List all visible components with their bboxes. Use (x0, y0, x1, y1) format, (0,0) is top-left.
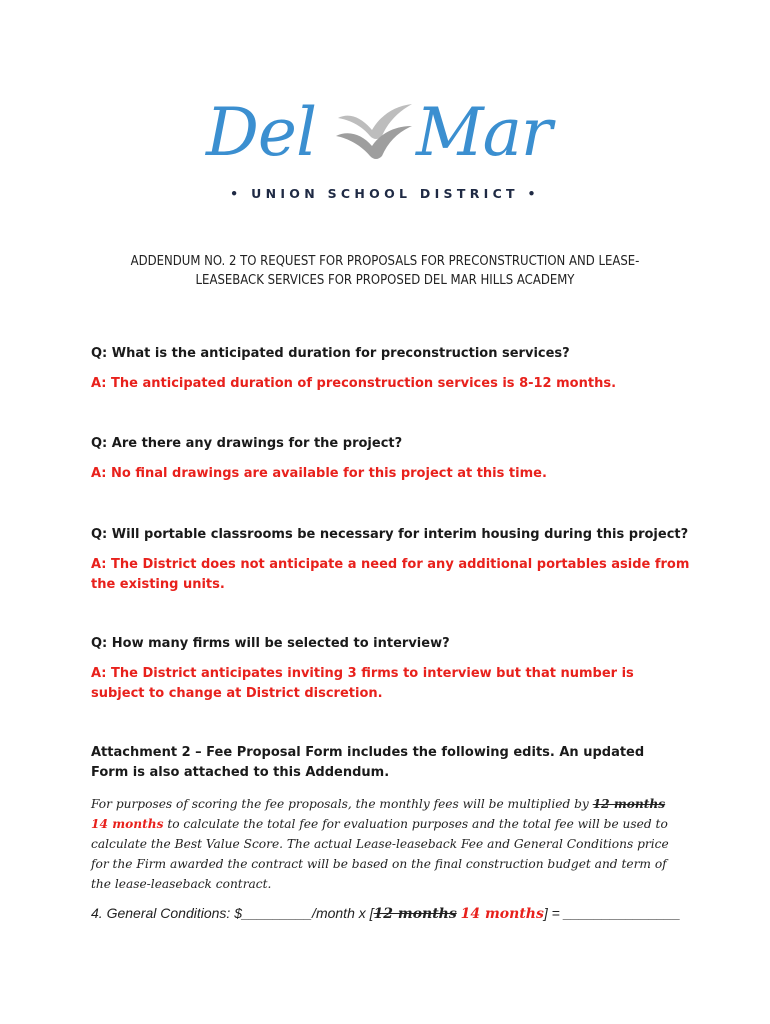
para-text-after: to calculate the total fee for evaluation purposes and the total fee will be used to calculate the Best Value Score. The actual Lease-leaseback Fee and General Conditions price for the Firm awarded the contract will be based on the final construction budget and term of the lease-leaseback contract. (91, 817, 669, 891)
title-line-1: ADDENDUM NO. 2 TO REQUEST FOR PROPOSALS FOR PRECONSTRUCTION AND LEASE- (130, 254, 640, 269)
answer-2: A: No final drawings are available for this project at this time. (91, 466, 547, 481)
gc-prefix: 4. General Conditions: $_________/month x [ (91, 905, 374, 921)
para-new-term: 14 months (91, 817, 164, 831)
answer-4: A: The District anticipates inviting 3 firms to interview but that number is subject to change at District discretion. (91, 666, 634, 701)
gc-suffix: ] = _______________ (543, 905, 681, 921)
seagulls-icon (332, 96, 416, 164)
logo-word-mar: Mar (416, 94, 552, 171)
para-text-before: For purposes of scoring the fee proposals, the monthly fees will be multiplied by (91, 797, 593, 811)
district-logo (200, 88, 570, 213)
logo-bullet-right: • (527, 186, 540, 201)
attachment-paragraph (91, 794, 681, 894)
question-3: Q: Will portable classrooms be necessary for interim housing during this project? (91, 527, 689, 542)
logo-subtitle-text: UNION SCHOOL DISTRICT (251, 186, 519, 201)
qa-item-2 (91, 434, 691, 484)
para-struck-term: 12 months (592, 797, 666, 811)
document-title (80, 252, 690, 290)
logo-bullet-left: • (230, 186, 243, 201)
gc-new-term: 14 months (460, 906, 544, 922)
qa-item-3 (91, 525, 691, 595)
answer-1: A: The anticipated duration of preconstruction services is 8-12 months. (91, 376, 617, 391)
qa-item-4 (91, 634, 691, 704)
answer-3: A: The District does not anticipate a need for any additional portables aside from the existing units. (91, 557, 690, 592)
question-1: Q: What is the anticipated duration for preconstruction services? (91, 346, 570, 361)
logo-subtitle (200, 186, 570, 201)
question-4: Q: How many firms will be selected to interview? (91, 636, 450, 651)
question-2: Q: Are there any drawings for the project? (91, 436, 403, 451)
qa-item-1 (91, 344, 691, 394)
attachment-heading: Attachment 2 – Fee Proposal Form includes the following edits. An updated Form is also attached to this Addendum. (91, 745, 645, 780)
logo-word-del: Del (206, 94, 317, 171)
gc-struck-term: 12 months (373, 906, 457, 922)
general-conditions-line (91, 902, 691, 925)
title-line-2: LEASEBACK SERVICES FOR PROPOSED DEL MAR HILLS ACADEMY (195, 273, 575, 288)
